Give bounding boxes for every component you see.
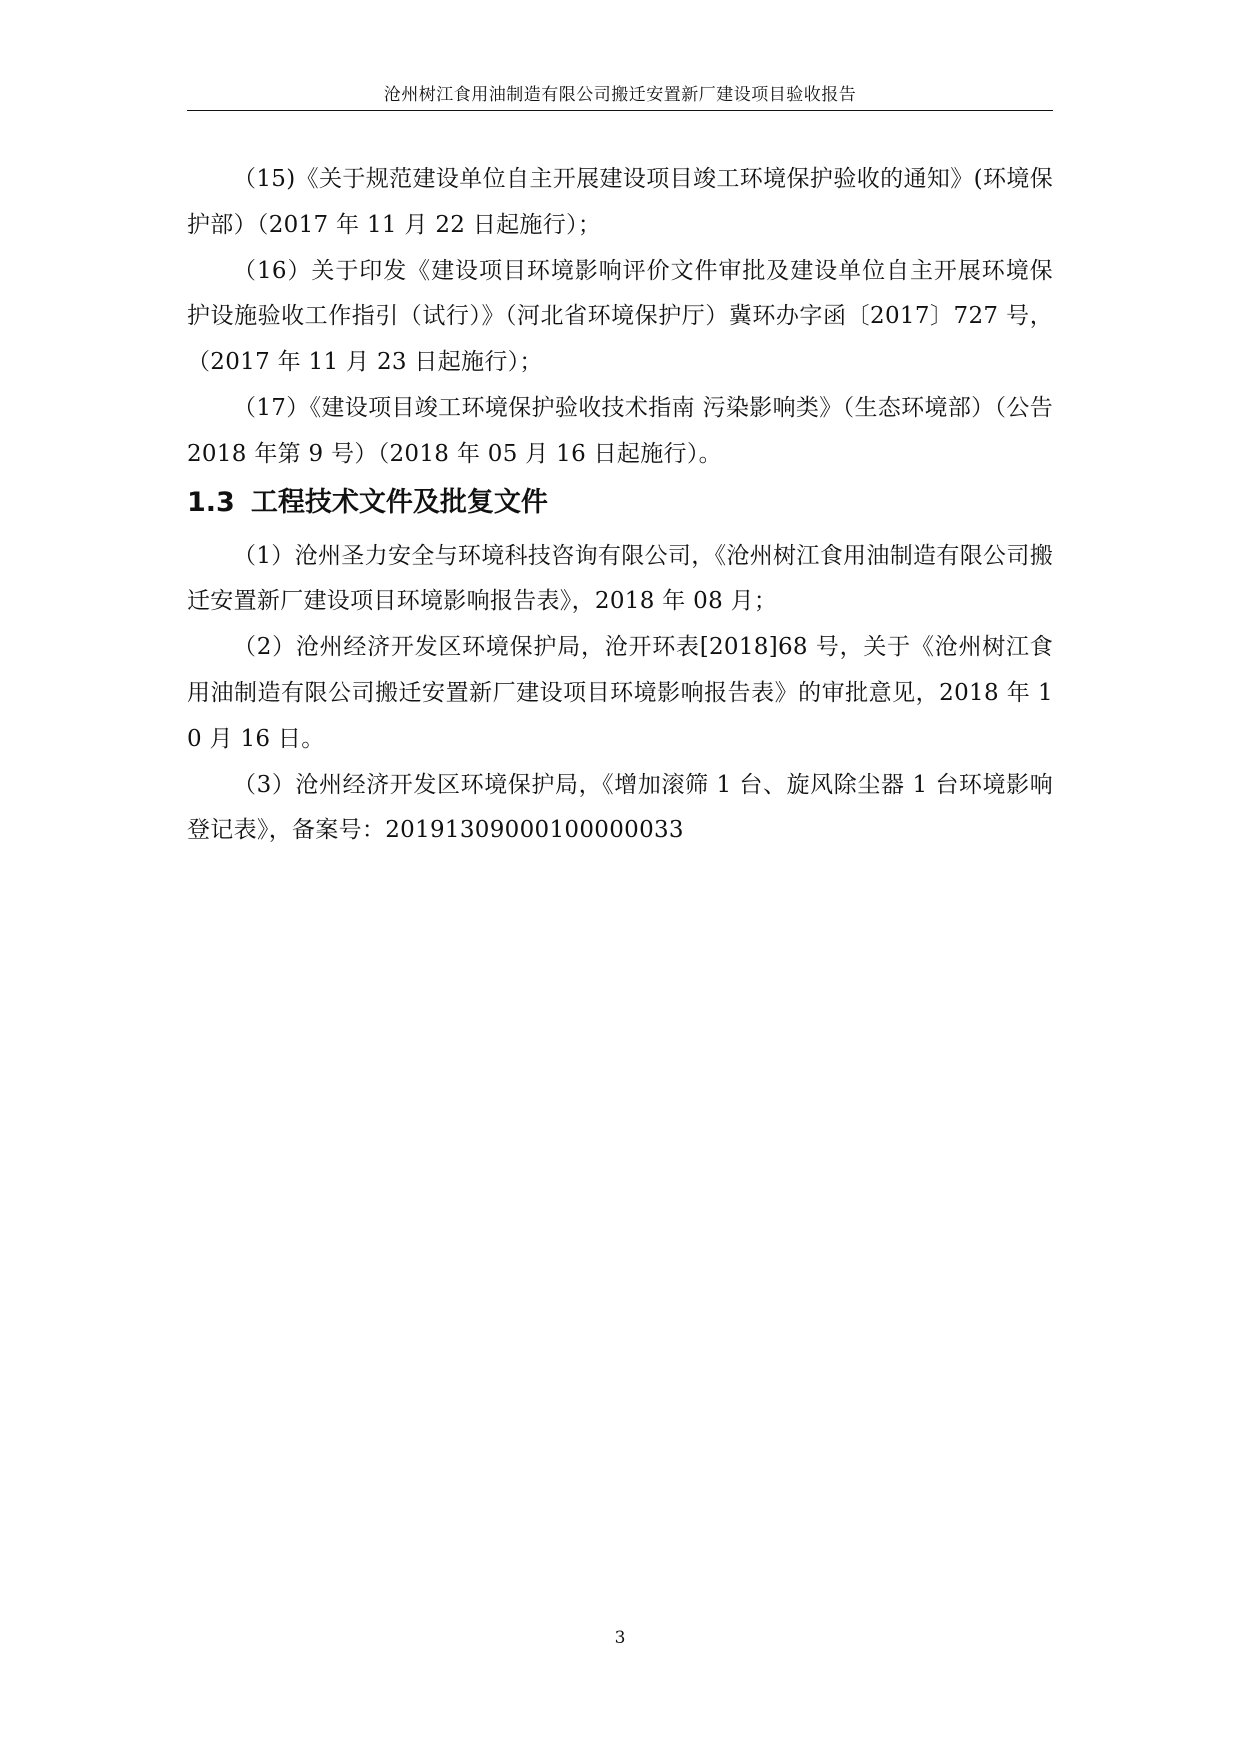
document-item-3: （3）沧州经济开发区环境保护局，《增加滚筛 1 台、旋风除尘器 1 台环境影响登记表》，备案号：20191309000100000033 [187, 771, 1053, 844]
document-item-1: （1）沧州圣力安全与环境科技咨询有限公司，《沧州树江食用油制造有限公司搬迁安置新厂建设项目环境影响报告表》，2018 年 08 月； [187, 542, 1053, 615]
regulation-item-16: （16）关于印发《建设项目环境影响评价文件审批及建设单位自主开展环境保护设施验收工作指引（试行）》（河北省环境保护厅）冀环办字函〔2017〕727 号，（2017 年 11 月 23 日起施行）； [187, 257, 1053, 376]
document-body [187, 157, 1053, 854]
section-heading [187, 478, 1053, 534]
page-header-title: 沧州树江食用油制造有限公司搬迁安置新厂建设项目验收报告 [383, 85, 857, 105]
document-item-2: （2）沧州经济开发区环境保护局，沧开环表[2018]68 号，关于《沧州树江食用油制造有限公司搬迁安置新厂建设项目环境影响报告表》的审批意见，2018 年 10 月 16 日。 [187, 634, 1053, 752]
regulation-item-15: （15)《关于规范建设单位自主开展建设项目竣工环境保护验收的通知》(环境保护部）（2017 年 11 月 22 日起施行）； [187, 166, 1053, 238]
section-number: 1.3 [187, 486, 235, 518]
page-number: 3 [614, 1628, 626, 1648]
header-divider [187, 110, 1053, 111]
section-title: 工程技术文件及批复文件 [250, 486, 548, 518]
regulation-item-17: （17）《建设项目竣工环境保护验收技术指南 污染影响类》（生态环境部）（公告 2018 年第 9 号）（2018 年 05 月 16 日起施行）。 [187, 394, 1053, 467]
